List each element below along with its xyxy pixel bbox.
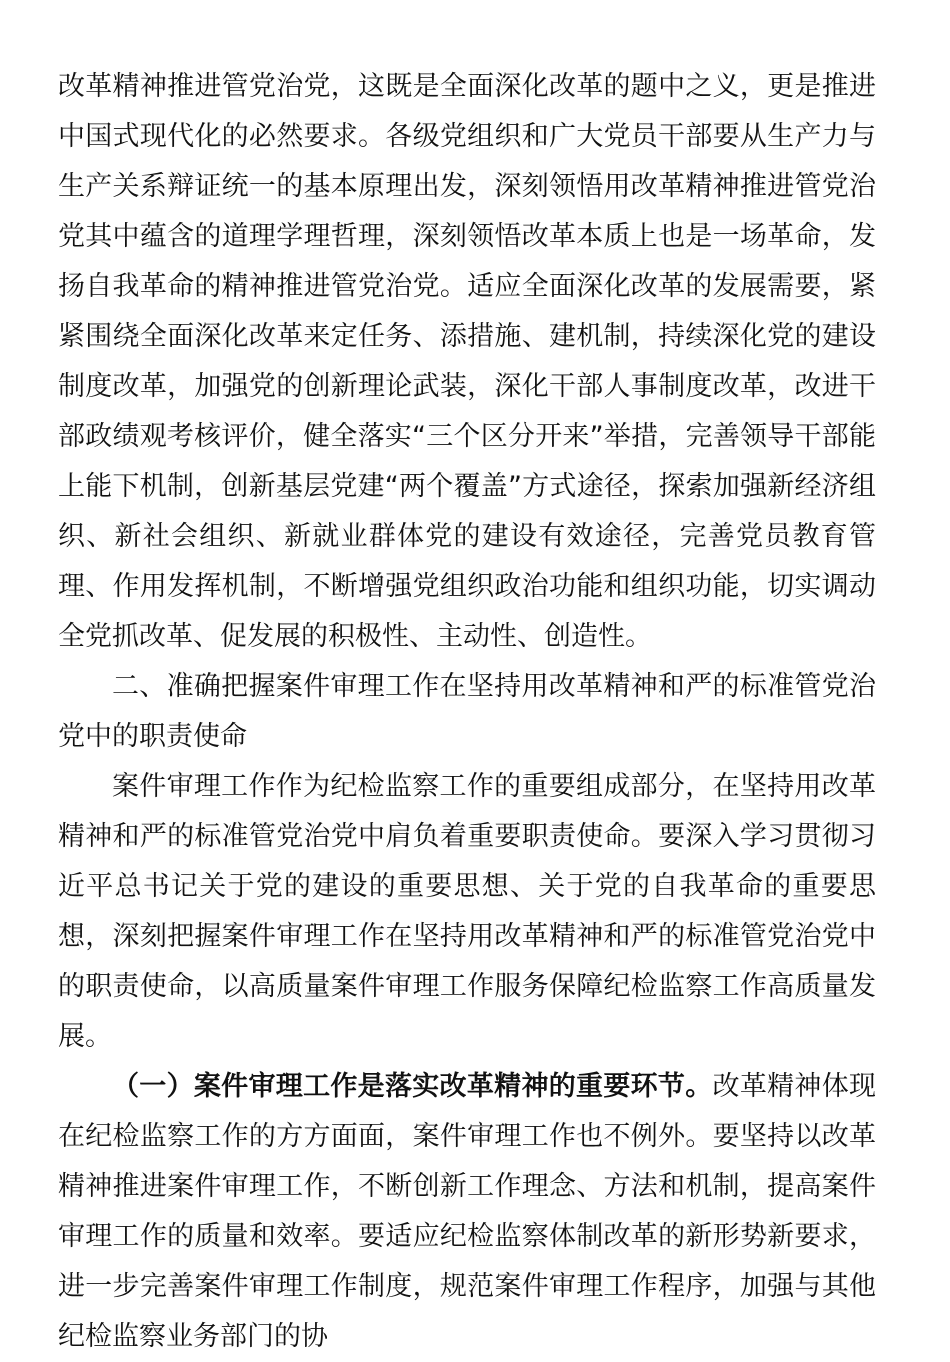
subsection-text: 改革精神体现在纪检监察工作的方方面面，案件审理工作也不例外。要坚持以改革精神推进案件审理工作，不断创新工作理念、方法和机制，提高案件审理工作的质量和效率。要适应纪检监察体制改革的新形势新要求，进一步完善案件审理工作制度，规范案件审理工作程序，加强与其他纪检监察业务部门的协 <box>58 1071 877 1352</box>
paragraph-body: 案件审理工作作为纪检监察工作的重要组成部分，在坚持用改革精神和严的标准管党治党中肩负着重要职责使命。要深入学习贯彻习近平总书记关于党的建设的重要思想、关于党的自我革命的重要思想，深刻把握案件审理工作在坚持用改革精神和严的标准管党治党中的职责使命，以高质量案件审理工作服务保障纪检监察工作高质量发展。 <box>58 771 876 1052</box>
section-heading: 二、准确把握案件审理工作在坚持用改革精神和严的标准管党治党中的职责使命 <box>58 671 876 752</box>
document-page <box>58 62 876 1362</box>
paragraph-subsection <box>58 1062 876 1362</box>
subsection-heading: （一）案件审理工作是落实改革精神的重要环节。 <box>112 1071 713 1102</box>
paragraph-continuation: 改革精神推进管党治党，这既是全面深化改革的题中之义，更是推进中国式现代化的必然要求。各级党组织和广大党员干部要从生产力与生产关系辩证统一的基本原理出发，深刻领悟用改革精神推进管党治党其中蕴含的道理学理哲理，深刻领悟改革本质上也是一场革命，发扬自我革命的精神推进管党治党。适应全面深化改革的发展需要，紧紧围绕全面深化改革来定任务、添措施、建机制，持续深化党的建设制度改革，加强党的创新理论武装，深化干部人事制度改革，改进干部政绩观考核评价，健全落实“三个区分开来”举措，完善领导干部能上能下机制，创新基层党建“两个覆盖”方式途径，探索加强新经济组织、新社会组织、新就业群体党的建设有效途径，完善党员教育管理、作用发挥机制，不断增强党组织政治功能和组织功能，切实调动全党抓改革、促发展的积极性、主动性、创造性。 <box>58 71 876 652</box>
